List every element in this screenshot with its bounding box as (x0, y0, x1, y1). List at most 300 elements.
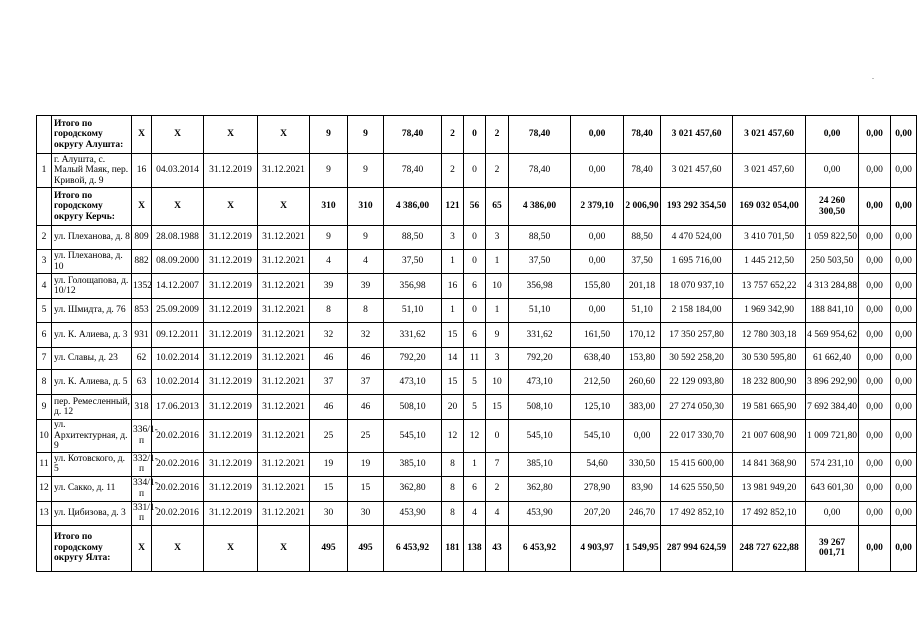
planned-resettle-date-cell: 31.12.2019 (204, 226, 258, 250)
area-resettled-cell: 6 453,92 (509, 525, 571, 571)
cost-local-cell: 0,00 (859, 188, 891, 226)
cost-local-cell: 0,00 (859, 226, 891, 250)
address-cell: ул. К. Алиева, д. 5 (52, 370, 132, 395)
area-total-cell: 356,98 (384, 274, 442, 299)
table-row (37, 226, 917, 250)
area-total-cell: 545,10 (384, 420, 442, 453)
area-resettled-cell: 545,10 (509, 420, 571, 453)
planned-demolish-date-cell: 31.12.2021 (258, 299, 310, 323)
area-owned-cell: 125,10 (571, 395, 624, 420)
rooms-owned-cell: 0 (464, 250, 486, 274)
residents-count-2-cell: 37 (348, 370, 384, 395)
cost-local-cell: 0,00 (859, 274, 891, 299)
residents-count-cell: 25 (310, 420, 348, 453)
cost-local-cell: 0,00 (859, 250, 891, 274)
rooms-owned-cell: 0 (464, 116, 486, 154)
residents-count-2-cell: 4 (348, 250, 384, 274)
rooms-municipal-cell: 3 (486, 348, 509, 370)
row-number-cell: 5 (37, 299, 52, 323)
total-row (37, 116, 917, 154)
area-owned-cell: 0,00 (571, 250, 624, 274)
area-owned-cell: 0,00 (571, 299, 624, 323)
table-row (37, 370, 917, 395)
address-cell: ул. Голощапова, д. 10/12 (52, 274, 132, 299)
residents-count-2-cell: 32 (348, 323, 384, 348)
cost-total-cell: 17 492 852,10 (661, 501, 733, 525)
area-municipal-cell: 383,00 (624, 395, 661, 420)
rooms-municipal-cell: 0 (486, 420, 509, 453)
cost-other-cell: 0,00 (891, 370, 917, 395)
residents-count-2-cell: 9 (348, 116, 384, 154)
cost-local-cell: 0,00 (859, 501, 891, 525)
cost-federal-cell: 18 232 800,90 (733, 370, 806, 395)
cost-regional-cell: 4 569 954,62 (806, 323, 859, 348)
area-owned-cell: 155,80 (571, 274, 624, 299)
planned-demolish-date-cell: 31.12.2021 (258, 501, 310, 525)
table-row (37, 323, 917, 348)
doc-number-cell: 336/1-п (132, 420, 152, 453)
area-total-cell: 78,40 (384, 154, 442, 188)
cost-total-cell: 22 017 330,70 (661, 420, 733, 453)
rooms-owned-cell: 12 (464, 420, 486, 453)
area-resettled-cell: 51,10 (509, 299, 571, 323)
doc-date-cell: 28.08.1988 (152, 226, 204, 250)
doc-date-cell: 20.02.2016 (152, 501, 204, 525)
residents-count-cell: 39 (310, 274, 348, 299)
area-total-cell: 6 453,92 (384, 525, 442, 571)
area-owned-cell: 0,00 (571, 226, 624, 250)
cost-total-cell: 30 592 258,20 (661, 348, 733, 370)
area-resettled-cell: 453,90 (509, 501, 571, 525)
rooms-municipal-cell: 2 (486, 116, 509, 154)
address-cell: ул. Плеханова, д. 10 (52, 250, 132, 274)
address-cell: ул. Славы, д. 23 (52, 348, 132, 370)
cost-regional-cell: 7 692 384,40 (806, 395, 859, 420)
residents-count-2-cell: 8 (348, 299, 384, 323)
doc-date-cell: 10.02.2014 (152, 348, 204, 370)
rooms-owned-cell: 0 (464, 226, 486, 250)
cost-total-cell: 2 158 184,00 (661, 299, 733, 323)
doc-date-cell: X (152, 525, 204, 571)
planned-demolish-date-cell: 31.12.2021 (258, 154, 310, 188)
residents-count-2-cell: 495 (348, 525, 384, 571)
doc-date-cell: 20.02.2016 (152, 476, 204, 501)
cost-total-cell: 15 415 600,00 (661, 452, 733, 476)
cost-other-cell: 0,00 (891, 274, 917, 299)
cost-total-cell: 22 129 093,80 (661, 370, 733, 395)
residents-count-cell: 30 (310, 501, 348, 525)
housing-program-table (36, 115, 917, 572)
doc-date-cell: 04.03.2014 (152, 154, 204, 188)
area-resettled-cell: 78,40 (509, 154, 571, 188)
cost-total-cell: 3 021 457,60 (661, 154, 733, 188)
area-owned-cell: 638,40 (571, 348, 624, 370)
planned-demolish-date-cell: X (258, 525, 310, 571)
planned-demolish-date-cell: 31.12.2021 (258, 348, 310, 370)
residents-count-2-cell: 30 (348, 501, 384, 525)
residents-count-cell: 9 (310, 226, 348, 250)
cost-regional-cell: 1 059 822,50 (806, 226, 859, 250)
row-number-cell (37, 188, 52, 226)
cost-regional-cell: 61 662,40 (806, 348, 859, 370)
cost-federal-cell: 21 007 608,90 (733, 420, 806, 453)
table-row (37, 420, 917, 453)
row-number-cell (37, 116, 52, 154)
doc-number-cell: 882 (132, 250, 152, 274)
residents-count-cell: 495 (310, 525, 348, 571)
rooms-total-cell: 15 (442, 323, 464, 348)
doc-number-cell: 318 (132, 395, 152, 420)
area-owned-cell: 0,00 (571, 154, 624, 188)
rooms-owned-cell: 56 (464, 188, 486, 226)
area-total-cell: 37,50 (384, 250, 442, 274)
row-number-cell: 11 (37, 452, 52, 476)
table-row (37, 476, 917, 501)
cost-regional-cell: 0,00 (806, 501, 859, 525)
cost-regional-cell: 188 841,10 (806, 299, 859, 323)
table-row (37, 250, 917, 274)
rooms-owned-cell: 6 (464, 323, 486, 348)
area-total-cell: 453,90 (384, 501, 442, 525)
residents-count-2-cell: 46 (348, 395, 384, 420)
row-number-cell: 10 (37, 420, 52, 453)
row-number-cell: 8 (37, 370, 52, 395)
planned-resettle-date-cell: 31.12.2019 (204, 299, 258, 323)
cost-total-cell: 1 695 716,00 (661, 250, 733, 274)
residents-count-2-cell: 15 (348, 476, 384, 501)
rooms-municipal-cell: 9 (486, 323, 509, 348)
doc-number-cell: 63 (132, 370, 152, 395)
residents-count-cell: 310 (310, 188, 348, 226)
area-municipal-cell: 2 006,90 (624, 188, 661, 226)
residents-count-2-cell: 9 (348, 154, 384, 188)
cost-local-cell: 0,00 (859, 154, 891, 188)
area-municipal-cell: 201,18 (624, 274, 661, 299)
page-mark: . (872, 72, 874, 81)
planned-resettle-date-cell: 31.12.2019 (204, 501, 258, 525)
rooms-owned-cell: 0 (464, 154, 486, 188)
area-resettled-cell: 78,40 (509, 116, 571, 154)
doc-date-cell: 10.02.2014 (152, 370, 204, 395)
cost-federal-cell: 3 410 701,50 (733, 226, 806, 250)
doc-date-cell: 20.02.2016 (152, 420, 204, 453)
area-municipal-cell: 170,12 (624, 323, 661, 348)
address-cell: ул. Шмидта, д. 76 (52, 299, 132, 323)
doc-number-cell: X (132, 525, 152, 571)
planned-demolish-date-cell: 31.12.2021 (258, 452, 310, 476)
area-resettled-cell: 331,62 (509, 323, 571, 348)
residents-count-cell: 8 (310, 299, 348, 323)
cost-regional-cell: 574 231,10 (806, 452, 859, 476)
rooms-total-cell: 181 (442, 525, 464, 571)
doc-number-cell: 331/1-п (133, 502, 158, 523)
rooms-total-cell: 1 (442, 250, 464, 274)
doc-number-cell: X (132, 188, 152, 226)
rooms-owned-cell: 1 (464, 452, 486, 476)
area-owned-cell: 207,20 (571, 501, 624, 525)
rooms-municipal-cell: 43 (486, 525, 509, 571)
planned-demolish-date-cell: 31.12.2021 (258, 395, 310, 420)
doc-date-cell: 17.06.2013 (152, 395, 204, 420)
rooms-owned-cell: 5 (464, 370, 486, 395)
row-number-cell: 13 (37, 501, 52, 525)
area-municipal-cell: 78,40 (624, 154, 661, 188)
address-cell: ул. Сакко, д. 11 (52, 476, 132, 501)
cost-local-cell: 0,00 (859, 452, 891, 476)
doc-date-cell: 08.09.2000 (152, 250, 204, 274)
doc-number-cell: 62 (132, 348, 152, 370)
residents-count-cell: 19 (310, 452, 348, 476)
residents-count-2-cell: 46 (348, 348, 384, 370)
cost-federal-cell: 13 981 949,20 (733, 476, 806, 501)
doc-number-cell: 16 (132, 154, 152, 188)
area-total-cell: 51,10 (384, 299, 442, 323)
planned-resettle-date-cell: 31.12.2019 (204, 452, 258, 476)
area-municipal-cell: 153,80 (624, 348, 661, 370)
area-resettled-cell: 385,10 (509, 452, 571, 476)
area-municipal-cell: 260,60 (624, 370, 661, 395)
cost-other-cell: 0,00 (891, 395, 917, 420)
area-resettled-cell: 356,98 (509, 274, 571, 299)
rooms-total-cell: 8 (442, 476, 464, 501)
residents-count-cell: 15 (310, 476, 348, 501)
area-total-cell: 4 386,00 (384, 188, 442, 226)
planned-resettle-date-cell: X (204, 188, 258, 226)
area-owned-cell: 4 903,97 (571, 525, 624, 571)
table-row (37, 348, 917, 370)
doc-date-cell: X (152, 188, 204, 226)
area-municipal-cell: 37,50 (624, 250, 661, 274)
rooms-total-cell: 8 (442, 501, 464, 525)
area-municipal-cell: 51,10 (624, 299, 661, 323)
cost-federal-cell: 12 780 303,18 (733, 323, 806, 348)
planned-resettle-date-cell: 31.12.2019 (204, 370, 258, 395)
doc-date-cell: 25.09.2009 (152, 299, 204, 323)
residents-count-cell: 4 (310, 250, 348, 274)
area-resettled-cell: 362,80 (509, 476, 571, 501)
rooms-municipal-cell: 3 (486, 226, 509, 250)
cost-local-cell: 0,00 (859, 299, 891, 323)
cost-regional-cell: 1 009 721,80 (806, 420, 859, 453)
rooms-total-cell: 2 (442, 154, 464, 188)
rooms-municipal-cell: 15 (486, 395, 509, 420)
cost-regional-cell: 250 503,50 (806, 250, 859, 274)
planned-resettle-date-cell: 31.12.2019 (204, 395, 258, 420)
rooms-municipal-cell: 10 (486, 370, 509, 395)
rooms-owned-cell: 6 (464, 476, 486, 501)
area-owned-cell: 0,00 (571, 116, 624, 154)
planned-resettle-date-cell: 31.12.2019 (204, 154, 258, 188)
rooms-owned-cell: 4 (464, 501, 486, 525)
rooms-owned-cell: 0 (464, 299, 486, 323)
area-municipal-cell: 246,70 (624, 501, 661, 525)
cost-regional-cell: 643 601,30 (806, 476, 859, 501)
area-total-cell: 88,50 (384, 226, 442, 250)
address-cell: пер. Ремесленный, д. 12 (52, 395, 132, 420)
residents-count-2-cell: 25 (348, 420, 384, 453)
cost-total-cell: 4 470 524,00 (661, 226, 733, 250)
cost-regional-cell: 0,00 (806, 154, 859, 188)
area-municipal-cell: 78,40 (624, 116, 661, 154)
area-municipal-cell: 0,00 (624, 420, 661, 453)
rooms-municipal-cell: 2 (486, 476, 509, 501)
address-cell: Итого по городскому округу Керчь: (52, 188, 132, 226)
cost-other-cell: 0,00 (891, 116, 917, 154)
cost-total-cell: 193 292 354,50 (661, 188, 733, 226)
row-number-cell (37, 525, 52, 571)
planned-resettle-date-cell: X (204, 525, 258, 571)
cost-local-cell: 0,00 (859, 525, 891, 571)
rooms-municipal-cell: 1 (486, 299, 509, 323)
cost-total-cell: 17 350 257,80 (661, 323, 733, 348)
total-row (37, 188, 917, 226)
cost-other-cell: 0,00 (891, 250, 917, 274)
residents-count-2-cell: 9 (348, 226, 384, 250)
cost-other-cell: 0,00 (891, 154, 917, 188)
cost-other-cell: 0,00 (891, 476, 917, 501)
area-owned-cell: 278,90 (571, 476, 624, 501)
area-municipal-cell: 83,90 (624, 476, 661, 501)
doc-number-cell: 931 (132, 323, 152, 348)
planned-demolish-date-cell: 31.12.2021 (258, 250, 310, 274)
table-row (37, 501, 917, 525)
rooms-municipal-cell: 10 (486, 274, 509, 299)
rooms-owned-cell: 6 (464, 274, 486, 299)
area-owned-cell: 54,60 (571, 452, 624, 476)
rooms-total-cell: 16 (442, 274, 464, 299)
cost-total-cell: 14 625 550,50 (661, 476, 733, 501)
doc-date-cell: 14.12.2007 (152, 274, 204, 299)
rooms-municipal-cell: 2 (486, 154, 509, 188)
area-resettled-cell: 37,50 (509, 250, 571, 274)
residents-count-cell: 9 (310, 116, 348, 154)
area-owned-cell: 161,50 (571, 323, 624, 348)
area-total-cell: 331,62 (384, 323, 442, 348)
cost-federal-cell: 1 445 212,50 (733, 250, 806, 274)
area-owned-cell: 2 379,10 (571, 188, 624, 226)
cost-other-cell: 0,00 (891, 525, 917, 571)
cost-other-cell: 0,00 (891, 188, 917, 226)
doc-number-cell: 334/1-п (132, 476, 152, 501)
residents-count-2-cell: 310 (348, 188, 384, 226)
table-row (37, 395, 917, 420)
doc-number-cell: 1352 (132, 274, 152, 299)
area-owned-cell: 212,50 (571, 370, 624, 395)
cost-federal-cell: 17 492 852,10 (733, 501, 806, 525)
cost-local-cell: 0,00 (859, 323, 891, 348)
residents-count-cell: 46 (310, 348, 348, 370)
cost-federal-cell: 248 727 622,88 (733, 525, 806, 571)
rooms-total-cell: 121 (442, 188, 464, 226)
cost-regional-cell: 0,00 (806, 116, 859, 154)
doc-number-cell: 332/1-п (133, 453, 158, 474)
rooms-total-cell: 3 (442, 226, 464, 250)
cost-other-cell: 0,00 (891, 420, 917, 453)
area-total-cell: 473,10 (384, 370, 442, 395)
rooms-owned-cell: 5 (464, 395, 486, 420)
area-resettled-cell: 792,20 (509, 348, 571, 370)
rooms-total-cell: 14 (442, 348, 464, 370)
total-row (37, 525, 917, 571)
row-number-cell: 1 (37, 154, 52, 188)
cost-federal-cell: 14 841 368,90 (733, 452, 806, 476)
cost-other-cell: 0,00 (891, 226, 917, 250)
area-resettled-cell: 508,10 (509, 395, 571, 420)
area-municipal-cell: 88,50 (624, 226, 661, 250)
area-total-cell: 508,10 (384, 395, 442, 420)
cost-total-cell: 3 021 457,60 (661, 116, 733, 154)
address-cell: г. Алушта, с. Малый Маяк, пер. Кривой, д. 9 (52, 154, 132, 188)
residents-count-2-cell: 39 (348, 274, 384, 299)
rooms-total-cell: 12 (442, 420, 464, 453)
residents-count-cell: 9 (310, 154, 348, 188)
address-cell: ул. К. Алиева, д. 3 (52, 323, 132, 348)
cost-other-cell: 0,00 (891, 452, 917, 476)
rooms-total-cell: 2 (442, 116, 464, 154)
area-resettled-cell: 4 386,00 (509, 188, 571, 226)
cost-local-cell: 0,00 (859, 348, 891, 370)
planned-demolish-date-cell: 31.12.2021 (258, 370, 310, 395)
row-number-cell: 12 (37, 476, 52, 501)
address-cell: ул. Котовского, д. 5 (52, 452, 132, 476)
cost-other-cell: 0,00 (891, 501, 917, 525)
rooms-municipal-cell: 1 (486, 250, 509, 274)
area-resettled-cell: 88,50 (509, 226, 571, 250)
planned-demolish-date-cell: 31.12.2021 (258, 226, 310, 250)
doc-date-cell: 09.12.2011 (152, 323, 204, 348)
area-total-cell: 385,10 (384, 452, 442, 476)
planned-demolish-date-cell: X (258, 116, 310, 154)
cost-regional-cell: 3 896 292,90 (806, 370, 859, 395)
doc-number-cell: X (132, 116, 152, 154)
doc-number-cell: 809 (132, 226, 152, 250)
rooms-total-cell: 20 (442, 395, 464, 420)
row-number-cell: 9 (37, 395, 52, 420)
cost-federal-cell: 30 530 595,80 (733, 348, 806, 370)
row-number-cell: 6 (37, 323, 52, 348)
address-cell: Итого по городскому округу Алушта: (52, 116, 132, 154)
address-cell: Итого по городскому округу Ялта: (52, 525, 132, 571)
planned-resettle-date-cell: 31.12.2019 (204, 323, 258, 348)
cost-local-cell: 0,00 (859, 476, 891, 501)
planned-resettle-date-cell: 31.12.2019 (204, 476, 258, 501)
cost-total-cell: 27 274 050,30 (661, 395, 733, 420)
cost-other-cell: 0,00 (891, 323, 917, 348)
row-number-cell: 3 (37, 250, 52, 274)
planned-resettle-date-cell: 31.12.2019 (204, 250, 258, 274)
area-total-cell: 78,40 (384, 116, 442, 154)
area-municipal-cell: 330,50 (624, 452, 661, 476)
cost-other-cell: 0,00 (891, 299, 917, 323)
cost-regional-cell: 24 260 300,50 (806, 188, 859, 226)
address-cell: ул. Плеханова, д. 8 (52, 226, 132, 250)
area-owned-cell: 545,10 (571, 420, 624, 453)
cost-other-cell: 0,00 (891, 348, 917, 370)
cost-federal-cell: 1 969 342,90 (733, 299, 806, 323)
rooms-municipal-cell: 4 (486, 501, 509, 525)
doc-date-cell: 20.02.2016 (152, 452, 204, 476)
row-number-cell: 7 (37, 348, 52, 370)
cost-federal-cell: 13 757 652,22 (733, 274, 806, 299)
row-number-cell: 2 (37, 226, 52, 250)
row-number-cell: 4 (37, 274, 52, 299)
cost-regional-cell: 39 267 001,71 (806, 525, 859, 571)
planned-resettle-date-cell: 31.12.2019 (204, 274, 258, 299)
planned-resettle-date-cell: X (204, 116, 258, 154)
rooms-total-cell: 8 (442, 452, 464, 476)
rooms-municipal-cell: 65 (486, 188, 509, 226)
table-row (37, 452, 917, 476)
